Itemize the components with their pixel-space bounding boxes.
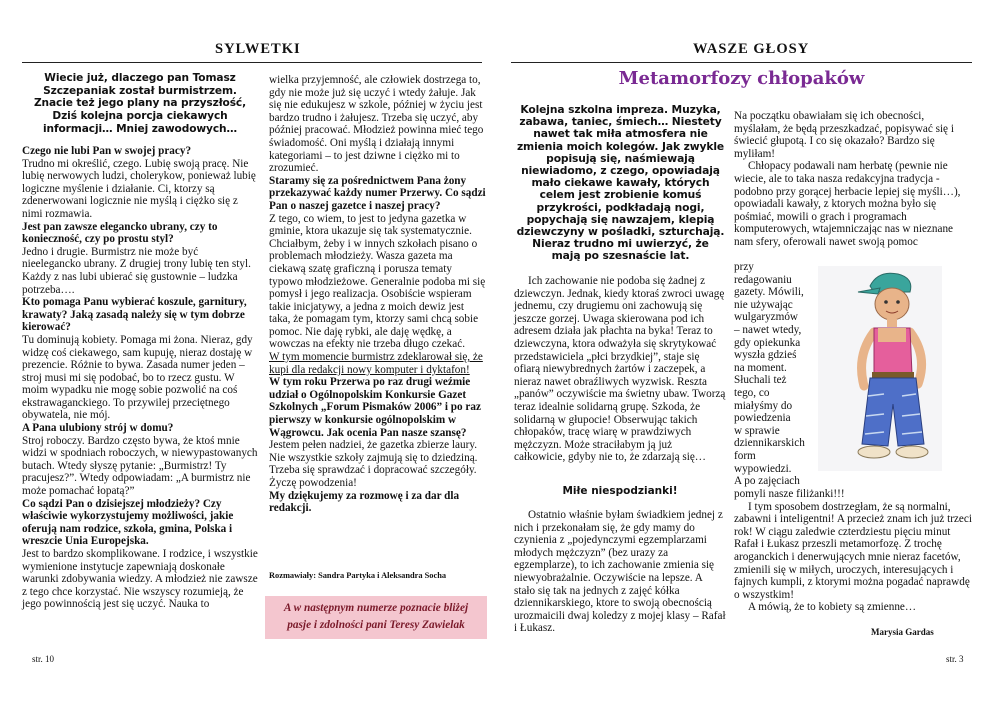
article-wrap-line: w sprawie [734, 424, 780, 437]
article-wrap-line: wypowiedzi. [734, 462, 792, 475]
next-issue-text: A w następnym numerze poznacie bliżej pasje i zdolności pani Teresy Zawielak [283, 602, 469, 631]
section-title-left: SYLWETKI [215, 41, 301, 57]
article-title: Metamorfozy chłopaków [618, 68, 865, 89]
header-rule-left [22, 62, 482, 63]
article-lead-line: celem jest zrobienie komuś [539, 188, 702, 202]
article-lead [512, 104, 729, 263]
article-lead-line: dziewczyny w pośladki, szturchają. [516, 225, 725, 239]
interview-question: Kto pomaga Panu wybierać koszule, garnitury, krawaty? Jaką zasadą należy się w tym dobrze kierować? [22, 296, 247, 334]
article-lead-line: mają po szesnaście lat. [551, 249, 690, 263]
article-wrap-line: gdy opiekunka [734, 336, 801, 349]
article-column-2-bottom: pomyli nasze filiżanki!!! I tym sposobem dostrzegłam, że są normalni, zabawni i inteligentni! A przecież znam ich już trzeci rok! W ciągu zaledwie czterdziestu pięciu minut Rafał i Łukasz przeszli metamorfozę. Z trochę aroganckich i denerwujących mnie nieraz facetów, zmienili się w miłych, uroczych, interesujących i fajnych kumpli, z ktorymi można pogadać naprawdę o wszystkim! A mówią, że to kobiety są zmienne… [734, 488, 972, 614]
article-wrap-line: A po zajęciach [734, 475, 800, 488]
article-wrap-line: miałyśmy do [734, 399, 793, 412]
interview-question: Co sądzi Pan o dzisiejszej młodzieży? Czy właściwie wykorzystujemy możliwości, jakie oferują nam rodzice, szkoła, gmina, Polska i wreszcie Unia Europejska. [22, 497, 234, 548]
article-wrap-line: dziennikarskich [734, 437, 805, 450]
article-lead-line: zmienia moich kolegów. Jak zwykle [516, 139, 725, 153]
interview-question: Staramy się za pośrednictwem Pana żony przekazywać każdy numer Przerwy. Co sądzi Pan o naszej gazetce i naszej pracy? [269, 174, 486, 212]
article-wrap-line: Słuchali też [734, 374, 787, 387]
boy-illustration [818, 266, 942, 471]
article-wrap-line: tego, co [734, 386, 770, 399]
article-lead-line: popisują się, naśmiewają [546, 151, 695, 165]
article-wrap-line: gazety. Mówili, [734, 286, 804, 299]
article-wrap-line: redagowaniu [734, 273, 792, 286]
interview-question: Czego nie lubi Pan w swojej pracy? [22, 145, 192, 157]
article-column-1: Ich zachowanie nie podoba się żadnej z dziewczyn. Jednak, kiedy ktoraś zwroci uwagę jednemu, czy drugiemu oni zachowują się jeszcze gorzej. Uwaga skierowana pod ich adresem działa jak płachta na byka! Teraz to dziewczyna, ktora odważyła się skrytykować przedstawiciela „płci brzydkiej”, staje się ofiarą niewybrednych żartów i zaczepek, a nieraz nawet obraźliwych wyzwisk. Reszta „panów” oczywiście ma świetny ubaw. Tworzą teraz idealnie solidarną grupę. Szkoda, że solidarną w głupocie! Obserwując takich chłopaków, tracę wiarę w prawdziwych mężczyzn. Może straciłabym ją już całkowicie, gdyby nie to, że zdarzają się… [514, 275, 726, 464]
article-wrap-line: powiedzenia [734, 412, 791, 425]
article-lead-line: Kolejna szkolna impreza. Muzyka, [520, 103, 721, 116]
interview-answer: Tu dominują kobiety. Pomaga mi żona. Nieraz, gdy widzę coś ciekawego, sam kupuję, nieraz dostaję w prezencie. Różnie to bywa. Zasada numer jeden – stroj musi mi się podobać, bo to rzecz gustu. W moim wypadku nie mogę sobie pozwolić na coś ekstrawaganckiego. To przywilej przeciętnego obywatela, nie mój. [22, 333, 253, 422]
article-wrap-line: na moment. [734, 361, 787, 374]
interview-answer: Jedno i drugie. Burmistrz nie może być nieelegancko ubrany. Z drugiej trony lubię ten styl. Każdy z nas lubi ubierać się gustownie – ludzka potrzeba…. [22, 245, 251, 296]
header-rule-right [511, 62, 972, 63]
interview-question: A Pana ulubiony strój w domu? [22, 422, 174, 435]
interview-credits: Rozmawiały: Sandra Partyka i Aleksandra Socha [269, 571, 447, 580]
interview-answer: Jest to bardzo skomplikowane. I rodzice, i wszystkie wymienione instytucje zapewniają doskonałe warunki zdobywania wiedzy. A młodzież nie zawsze z tego chce korzystać. Nie wszyscy rozumieją, że jego powinnością jest się uczyć. Nauka to [22, 548, 258, 611]
interview-answer: wielka przyjemność, ale człowiek dostrzega to, gdy nie może już się uczyć i wtedy żałuje. Jak się nie edukujesz w szkole, później w życiu jest bardzo trudno i żałujesz. Trzeba się uczyć, aby później pracować. Młodzież powinna mieć tego świadomość. Oni myślą i działają innymi kategoriami – to jest dziwne i ciężko mi to zrozumieć. [269, 74, 484, 175]
article-lead-line: niewiadomo, z czego, opowiadają [521, 164, 720, 178]
article-wrap-line: – nawet wtedy, [734, 323, 802, 336]
article-wrap-line: wyszła gdzieś [734, 349, 797, 362]
interview-answer: Stroj roboczy. Bardzo często bywa, że ktoś mnie widzi w spodniach roboczych, w niewypastowanych butach. Wtedy słyszę pytanie: „Burmistrz! Ty pracujesz?”. Wtedy odpowiadam: „A burmistrz nie może pomachać łopatą?” [22, 434, 258, 498]
page-number-left: str. 10 [32, 654, 55, 664]
article-lead-line: popychają się nawzajem, klepią [526, 212, 715, 226]
page-number-right: str. 3 [946, 654, 964, 664]
article-lead-line: Nieraz trudno mi uwierzyć, że [532, 237, 709, 251]
interview-answer: Jestem pełen nadziei, że gazetka zbierze laury. Nie wszystkie szkoły zajmują się to dziedziną. Trzeba się sprawdzać i dopracować szczegóły. Życzę powodzenia! [269, 439, 478, 489]
article-column-2-wrap [734, 261, 824, 488]
interview-column-1 [22, 145, 258, 611]
interview-question: Jest pan zawsze elegancko ubrany, czy to konieczność, czy po prostu styl? [22, 220, 218, 246]
interview-answer: Trudno mi określić, czego. Lubię swoją pracę. Nie lubię nerwowych ludzi, cholerykow, ponieważ lubię logiczne myślenie i działanie. Ci, ktorzy są zdenerwowani logicznie nie myślą i ciężko się z nimi rozmawia. [22, 157, 256, 220]
section-title-right: WASZE GŁOSY [693, 41, 810, 57]
interview-answer: Z tego, co wiem, to jest to jedyna gazetka w gminie, ktora ukazuje się tak systematycznie. Chciałbym, żeby i w innych szkołach pisano o problemach młodzieży. Wasza gazeta ma ciekawą szatę graficzną i porusza tematy typowo młodzieżowe. Generalnie podoba mi się pomysł i jego realizacja. Osobiście wspieram takie inicjatywy, a jedna z moich dewiz jest taka, że pomagam tym, ktorzy sami chcą sobie pomoc. Nie daję rybki, ale daję wędkę, a wowczas na efekty nie trzeba długo czekać. [269, 212, 486, 351]
article-column-2-top: Na początku obawiałam się ich obecności, myślałam, że będą przeszkadzać, popisywać się i świecić głupotą. I co się okazało? Bardzo się myliłam! Chłopacy podawali nam herbatę (pewnie nie wiecie, ale to taka nasza redakcyjna tradycja - podobno przy gorącej herbacie lepiej się myśli…), opowiadali kawały, z ktorych można było się pośmiać, mowili o grach i programach komputerowych, wtajemniczając nas w nieznane nam sfery, oferowali nawet swoją pomoc [734, 110, 961, 248]
article-wrap-line: wulgaryzmów [734, 311, 799, 324]
article-lead-line: nawet tak miła atmosfera nie [533, 127, 708, 141]
article-author: Marysia Gardas [871, 627, 934, 637]
interview-question: My dziękujemy za rozmowę i za dar dla redakcji. [269, 489, 460, 515]
article-lead-line: przykrości, podkładają nogi, [536, 200, 705, 214]
interview-column-2 [269, 74, 486, 515]
article-lead-line: zabawa, taniec, śmiech… Niestety [519, 115, 722, 129]
interview-note: W tym momencie burmistrz zdeklarował się, że kupi dla redakcji nowy komputer i dyktafon! [269, 351, 483, 376]
article-wrap-line: przy [734, 261, 754, 273]
interview-question: W tym roku Przerwa po raz drugi weźmie udział o Ogólnopolskim Konkursie Gazet Szkolnych „Forum Pismaków 2006” i po raz pierwszy w konkursie ogólnopolskim w Wągrowcu. Jak ocenia Pan nasze szansę? [269, 376, 481, 439]
article-column-1b: Ostatnio właśnie byłam świadkiem jednej z nich i przekonałam się, że gdy mamy do czynienia z „pojedynczymi egzemplarzami młodych mężczyzn” (bez urazy za egzemplarze), to ich zachowanie zmienia się niewyobrażalnie. Oczywiście na lepsze. A stało się tak na jednych z zajęć kółka dziennikarskiego, ktore to swoją obecnością urozmaicili dwaj koledzy z mojej klasy – Rafał i Łukasz. [514, 509, 726, 635]
article-lead-line: mało ciekawe kawały, których [531, 176, 710, 190]
article-wrap-line: nie używając [734, 298, 793, 311]
subheading-mile-niespodzianki: Miłe niespodzianki! [562, 485, 678, 497]
interview-lead: Wiecie już, dlaczego pan Tomasz Szczepaniak został burmistrzem. Znacie też jego plany na przyszłość, Dziś kolejna porcja ciekawych informacji… Mniej zawodowych… [33, 72, 247, 135]
article-wrap-line: form [734, 449, 756, 462]
